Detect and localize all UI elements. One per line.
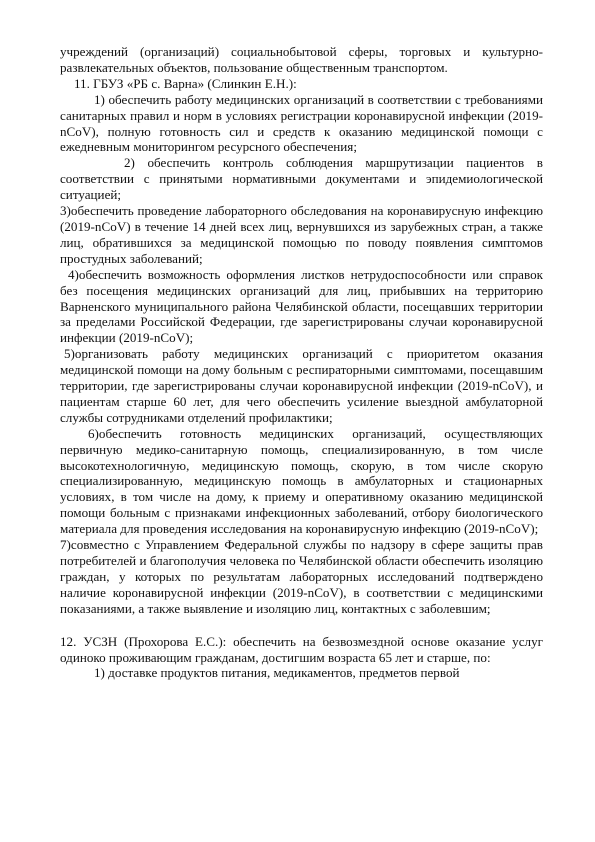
item-11-2: 2) обеспечить контроль соблюдения маршрутизации пациентов в соответствии с принятыми нормативными документами и эпидемиологической ситуацией; — [60, 155, 543, 203]
item-11-4: 4)обеспечить возможность оформления листков нетрудоспособности или справок без посещения медицинских организаций для лиц, прибывших на территорию Варненского муниципального района Челябинской области, посещавших территории за пределами Российской Федерации, где зарегистрированы случаи коронавирусной инфекции (2019-nCoV); — [60, 266, 543, 346]
item-11-7: 7)совместно с Управлением Федеральной службы по надзору в сфере защиты прав потребителей и благополучия человека по Челябинской области обеспечить изоляцию граждан, у которых по результатам лабораторных исследований подтверждено наличие коронавирусной инфекции (2019-nCoV), в соответствии с медицинскими показаниями, а также выявление и изоляцию лиц, контактных с заболевшим; — [60, 537, 543, 616]
section-11-heading: 11. ГБУЗ «РБ с. Варна» (Слинкин Е.Н.): — [74, 75, 297, 91]
item-11-1: 1) обеспечить работу медицинских организаций в соответствии с требованиями санитарных правил и норм в условиях регистрации коронавирусной инфекции (2019-nCoV), полную готовность сил и средств к оказанию медицинской помощи с ежедневным мониторингом ресурсного обеспечения; — [60, 91, 543, 155]
item-11-3: 3)обеспечить проведение лабораторного обследования на коронавирусную инфекцию (2019-nCoV) в течение 14 дней всех лиц, вернувшихся из зарубежных стран, а также лиц, обратившихся за медицинской помощью по поводу появления симптомов простудных заболеваний; — [60, 203, 543, 266]
item-11-5: 5)организовать работу медицинских организаций с приоритетом оказания медицинской помощи на дому больным с респираторными симптомами, посещавшим территории, где зарегистрированы случаи коронавирусной инфекции (2019-nCoV), и пациентам старше 60 лет, для чего обеспечить усиление выездной амбулаторной службы сотрудниками отделений профилактики; — [60, 346, 543, 425]
paragraph-continuation: учреждений (организаций) социальнобытовой сферы, торговых и культурно-развлекательных объектов, пользование общественным транспортом. — [60, 44, 543, 75]
item-11-6: 6)обеспечить готовность медицинских организаций, осуществляющих первичную медико-санитарную помощь, специализированную, в том числе высокотехнологичную, медицинскую помощь, скорую, в том числе скорую специализированную, медицинскую помощь в амбулаторных и стационарных условиях, в том числе на дому, к приему и оперативному оказанию медицинской помощи больным с признаками инфекционных заболеваний, отбору биологического материала для проведения исследования на коронавирусную инфекцию (2019-nCoV); — [60, 425, 543, 537]
section-12-paragraph: 12. УСЗН (Прохорова Е.С.): обеспечить на безвозмездной основе оказание услуг одиноко проживающим гражданам, достигшим возраста 65 лет и старше, по: — [60, 633, 543, 665]
item-12-1: 1) доставке продуктов питания, медикаментов, предметов первой — [94, 665, 460, 681]
